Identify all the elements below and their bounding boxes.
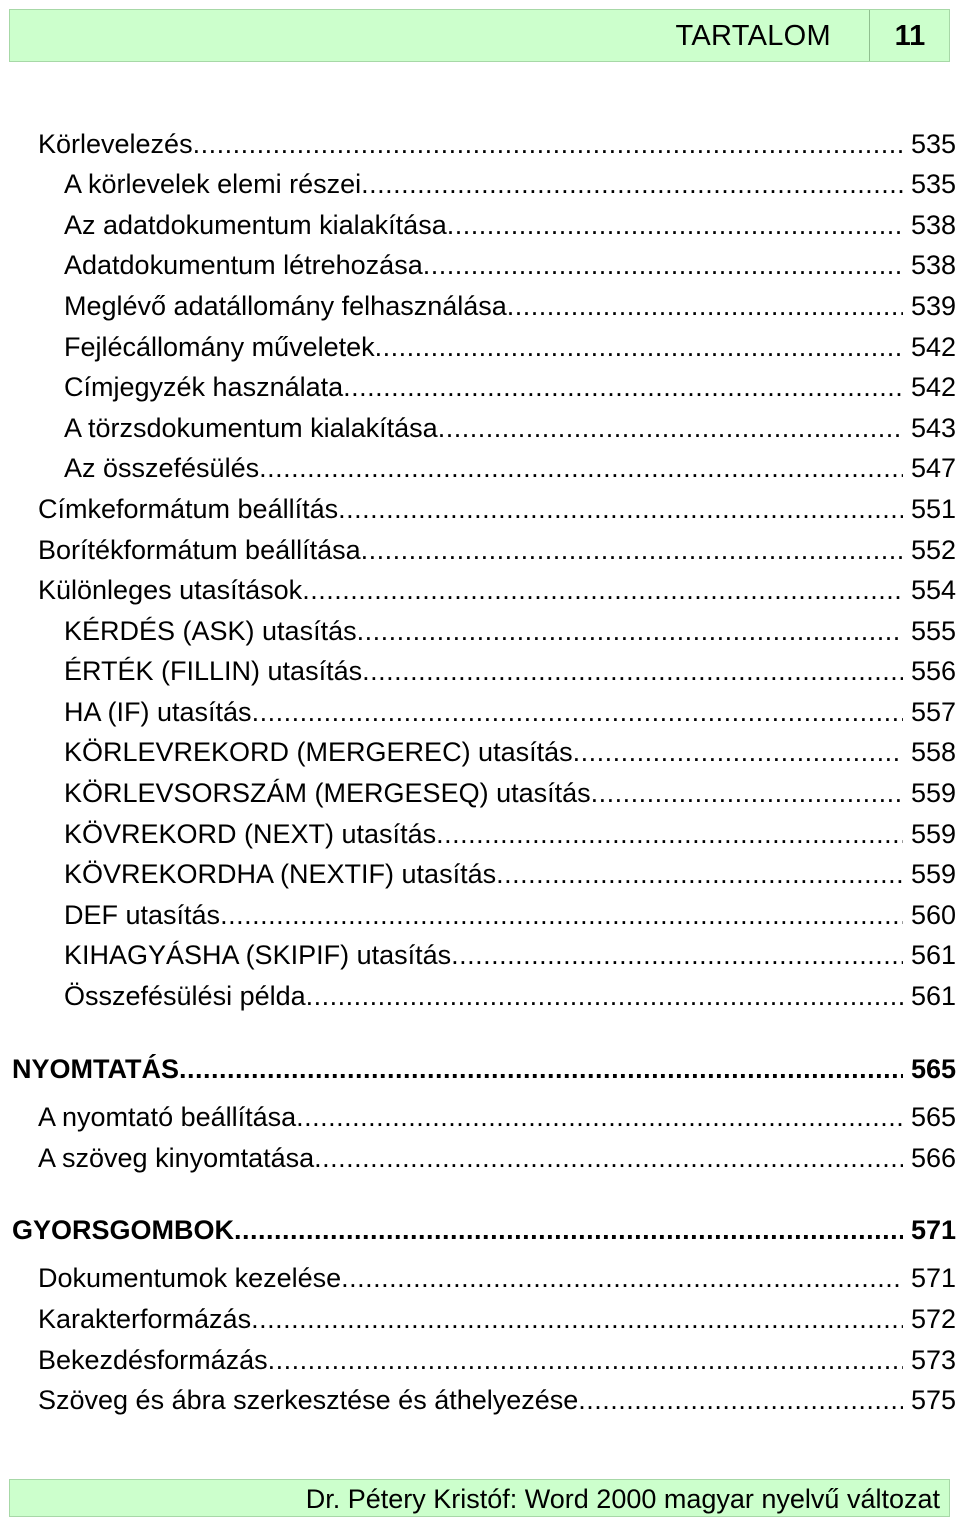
toc-entry-label: HA (IF) utasítás [64, 697, 252, 727]
toc-entry-page: 557 [910, 697, 956, 727]
toc-entry [0, 126, 960, 162]
toc-leader-dots [361, 166, 903, 202]
toc-entry-label: A szöveg kinyomtatása [38, 1143, 315, 1173]
toc-leader-dots [251, 1301, 903, 1337]
toc-entry-label: KÖVREKORDHA (NEXTIF) utasítás [64, 859, 497, 889]
toc-entry [0, 166, 960, 202]
toc-entry [0, 572, 960, 608]
toc-entry [0, 1260, 960, 1296]
toc-entry-label: Dokumentumok kezelése [38, 1263, 342, 1293]
toc-entry-page: 538 [910, 250, 956, 280]
toc-entry-label: KÉRDÉS (ASK) utasítás [64, 616, 357, 646]
toc-entry-page: 554 [910, 575, 956, 605]
toc-leader-dots [375, 329, 903, 365]
toc-entry [0, 613, 960, 649]
toc-entry [0, 653, 960, 689]
toc-entry [0, 1342, 960, 1378]
toc-entry-page: 572 [910, 1304, 956, 1334]
toc-entry-page: 559 [910, 819, 956, 849]
toc-entry-page: 542 [910, 372, 956, 402]
toc-entry-label: Az adatdokumentum kialakítása [64, 210, 447, 240]
toc-entry-page: 573 [910, 1345, 956, 1375]
toc-entry-page: 538 [910, 210, 956, 240]
toc-entry [0, 1212, 960, 1248]
toc-leader-dots [496, 856, 903, 892]
toc-leader-dots [234, 1212, 903, 1248]
toc-entry-label: Szöveg és ábra szerkesztése és áthelyezése [38, 1385, 579, 1415]
toc-entry [0, 978, 960, 1014]
toc-leader-dots [438, 410, 903, 446]
toc-entry-label: Bekezdésformázás [38, 1345, 268, 1375]
toc-entry-page: 565 [910, 1054, 956, 1084]
toc-entry-label: KÖRLEVREKORD (MERGEREC) utasítás [64, 737, 573, 767]
toc-leader-dots [268, 1342, 903, 1378]
toc-entry-label: Borítékformátum beállítása [38, 535, 361, 565]
toc-entry-page: 561 [910, 940, 956, 970]
page-footer [9, 1479, 950, 1517]
toc-entry-label: Körlevelezés [38, 129, 193, 159]
toc-entry [0, 532, 960, 568]
toc-entry-label: Összefésülési példa [64, 981, 306, 1011]
toc-entry [0, 410, 960, 446]
toc-entry [0, 856, 960, 892]
toc-entry-page: 552 [910, 535, 956, 565]
toc-entry [0, 1099, 960, 1135]
toc-entry [0, 491, 960, 527]
toc-entry-label: KÖVREKORD (NEXT) utasítás [64, 819, 437, 849]
toc-leader-dots [314, 1140, 903, 1176]
toc-entry-page: 551 [910, 494, 956, 524]
toc-entry-label: NYOMTATÁS [12, 1054, 179, 1084]
toc-leader-dots [179, 1051, 903, 1087]
toc-entry-page: 558 [910, 737, 956, 767]
toc-entry-label: Címkeformátum beállítás [38, 494, 339, 524]
toc-leader-dots [423, 247, 903, 283]
toc-entry-page: 559 [910, 859, 956, 889]
toc-entry-page: 575 [910, 1385, 956, 1415]
toc-entry [0, 247, 960, 283]
toc-entry-page: 542 [910, 332, 956, 362]
toc-entry [0, 734, 960, 770]
toc-entry-label: Fejlécállomány műveletek [64, 332, 375, 362]
header-title: TARTALOM [675, 20, 831, 52]
toc-leader-dots [447, 207, 903, 243]
toc-entry-label: A törzsdokumentum kialakítása [64, 413, 438, 443]
toc-entry [0, 1051, 960, 1087]
footer-text: Dr. Pétery Kristóf: Word 2000 magyar nyelvű változat [305, 1484, 940, 1514]
toc-leader-dots [573, 734, 903, 770]
toc-entry [0, 329, 960, 365]
toc-entry-page: 555 [910, 616, 956, 646]
toc-entry [0, 816, 960, 852]
toc-leader-dots [296, 1099, 903, 1135]
toc-leader-dots [259, 450, 903, 486]
toc-entry-page: 561 [910, 981, 956, 1011]
toc-entry-label: A körlevelek elemi részei [64, 169, 362, 199]
toc-entry-label: ÉRTÉK (FILLIN) utasítás [64, 656, 363, 686]
header-page-number: 11 [894, 20, 926, 52]
toc-entry-page: 559 [910, 778, 956, 808]
toc-entry-page: 556 [910, 656, 956, 686]
toc-entry-page: 560 [910, 900, 956, 930]
toc-leader-dots [252, 694, 903, 730]
toc-entry-page: 535 [910, 129, 956, 159]
toc-entry-label: Adatdokumentum létrehozása [64, 250, 423, 280]
toc-entry-label: A nyomtató beállítása [38, 1102, 297, 1132]
toc-entry-label: DEF utasítás [64, 900, 221, 930]
toc-entry [0, 450, 960, 486]
toc-entry [0, 1140, 960, 1176]
toc-leader-dots [507, 288, 903, 324]
toc-entry [0, 775, 960, 811]
toc-entry [0, 1301, 960, 1337]
toc-entry-page: 571 [910, 1215, 956, 1245]
toc-entry [0, 897, 960, 933]
toc-entry [0, 369, 960, 405]
toc-leader-dots [306, 978, 903, 1014]
toc-entry-page: 566 [910, 1143, 956, 1173]
toc-entry [0, 937, 960, 973]
toc-entry [0, 207, 960, 243]
toc-entry [0, 1382, 960, 1418]
toc-leader-dots [343, 369, 903, 405]
toc-leader-dots [451, 937, 903, 973]
toc-entry-page: 565 [910, 1102, 956, 1132]
toc-entry-label: KIHAGYÁSHA (SKIPIF) utasítás [64, 940, 452, 970]
toc-entry [0, 288, 960, 324]
toc-leader-dots [338, 491, 903, 527]
toc-leader-dots [578, 1382, 903, 1418]
toc-leader-dots [436, 816, 903, 852]
toc-leader-dots [361, 532, 903, 568]
toc-entry [0, 694, 960, 730]
toc-entry-label: Különleges utasítások [38, 575, 303, 605]
toc-entry-page: 535 [910, 169, 956, 199]
toc-entry-label: KÖRLEVSORSZÁM (MERGESEQ) utasítás [64, 778, 591, 808]
toc-leader-dots [193, 126, 903, 162]
toc-entry-label: Címjegyzék használata [64, 372, 344, 402]
toc-entry-page: 543 [910, 413, 956, 443]
toc-entry-label: Karakterformázás [38, 1304, 252, 1334]
toc-entry-label: Az összefésülés [64, 453, 260, 483]
toc-leader-dots [341, 1260, 903, 1296]
toc-leader-dots [220, 897, 903, 933]
toc-leader-dots [357, 613, 903, 649]
toc-leader-dots [362, 653, 903, 689]
toc-entry-page: 539 [910, 291, 956, 321]
toc-leader-dots [302, 572, 903, 608]
toc-entry-label: GYORSGOMBOK [12, 1215, 235, 1245]
toc-entry-page: 547 [910, 453, 956, 483]
toc-leader-dots [591, 775, 903, 811]
toc-entry-label: Meglévő adatállomány felhasználása [64, 291, 507, 321]
toc-entry-page: 571 [910, 1263, 956, 1293]
